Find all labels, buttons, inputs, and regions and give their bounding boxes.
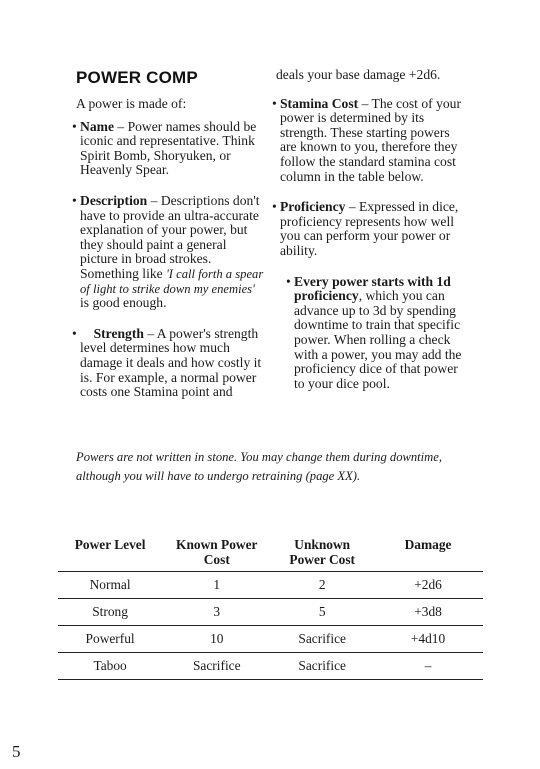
table-cell: Sacrifice [271,653,373,680]
definition: – Power names should be iconic and representative. Think Spirit Bomb, Shoryuken, or Heavenly Spear. [80,118,257,178]
section-title: POWER COMP [76,68,198,87]
table-cell: +3d8 [373,599,483,626]
table-cell: 10 [162,626,271,653]
component-list-left [72,118,266,400]
table-cell: Sacrifice [162,653,271,680]
continued-text: deals your base damage +2d6. [276,67,441,82]
column-header: Known Power Cost [162,535,271,572]
table-cell: 2 [271,572,373,599]
page-number: 5 [12,742,21,761]
term: Name [80,118,114,134]
table-cell: +4d10 [373,626,483,653]
component-list-right [272,95,468,259]
table-cell: Powerful [58,626,162,653]
left-column [72,68,266,416]
term: Strength [93,325,144,341]
table-cell: Strong [58,599,162,626]
retraining-note: Powers are not written in stone. You may change them during downtime, although you will have to undergo retraining (page XX). [76,450,443,483]
table-cell: Sacrifice [271,626,373,653]
definition: – Descriptions don't have to provide an ultra-accurate explanation of your power, but they should paint a general picture in broad strokes. Something like [80,192,260,281]
term: Description [80,192,148,208]
table-cell: 3 [162,599,271,626]
bullet-icon: • [272,199,277,215]
table-cell: Taboo [58,653,162,680]
table-header-row [58,535,483,572]
table-row [58,653,483,680]
term: Stamina Cost [280,95,359,111]
bullet-icon: • [72,118,77,134]
list-item-name [72,118,266,178]
list-item-proficiency-rule [276,275,468,392]
example-quote: 'I call forth a spear of light to strike down my enemies' [80,266,264,296]
definition: – The cost of your power is determined by its strength. These starting powers are known to you, therefore they follow the standard stamina cost column in the table below. [280,95,461,184]
column-header: Power Level [58,535,162,572]
term: Every power starts with 1d proficiency [294,273,451,304]
bullet-icon: • [72,192,77,208]
table-cell: 5 [271,599,373,626]
column-header: Damage [373,535,483,572]
table-cell: 1 [162,572,271,599]
table-row [58,626,483,653]
definition-end: is good enough. [80,295,167,311]
bullet-icon: • [72,325,77,341]
definition: – A power's strength level determines how much damage it deals and how costly it is. For example, a normal power costs one Stamina point and [80,325,262,400]
power-cost-table [58,535,483,680]
table-cell: – [373,653,483,680]
table-cell: +2d6 [373,572,483,599]
bullet-icon: • [286,273,291,289]
column-header: Unknown Power Cost [271,535,373,572]
intro-text: A power is made of: [76,96,187,111]
table-row [58,572,483,599]
proficiency-sublist [276,275,468,392]
list-item-strength [72,325,266,400]
list-item-stamina-cost [272,95,468,185]
definition: – Expressed in dice, proficiency represents how well you can perform your power or ability. [280,199,459,258]
bullet-icon: • [272,95,277,111]
right-column [272,67,468,407]
definition: , which you can advance up to 3d by spending downtime to train that specific power. When rolling a check with a power, you may add the proficiency dice of that power to your dice pool. [294,288,462,391]
table-cell: Normal [58,572,162,599]
list-item-description [72,192,266,311]
table-row [58,599,483,626]
list-item-proficiency [272,199,468,258]
term: Proficiency [280,199,346,215]
